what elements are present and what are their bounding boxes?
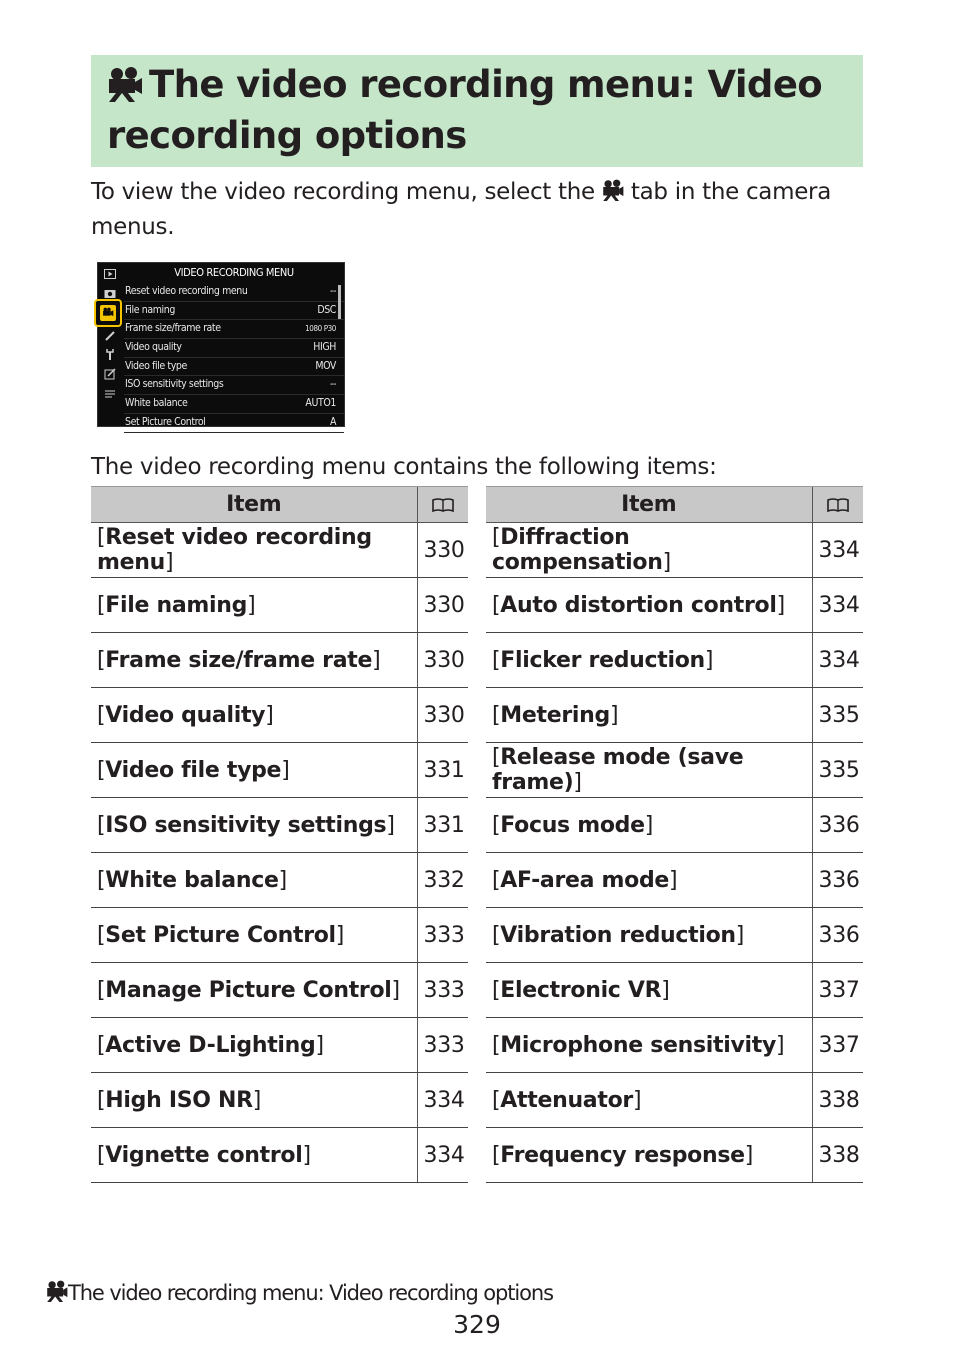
- menu-item-cell: [Release mode (save frame)]: [486, 743, 812, 798]
- page-reference: 334: [812, 578, 863, 633]
- table-row: [91, 908, 468, 963]
- menu-item-name: Set Picture Control: [105, 922, 336, 948]
- intro-text-start: To view the video recording menu, select the: [91, 179, 595, 205]
- screenshot-menu-row: Video quality HIGH: [124, 339, 344, 358]
- screenshot-menu-row: Frame size/frame rate 1080 P30: [124, 320, 344, 339]
- menu-item-name: Focus mode: [500, 812, 645, 838]
- menu-item-name: Video quality: [105, 702, 266, 728]
- page-reference: 335: [812, 688, 863, 743]
- menu-item-cell: [Frequency response]: [486, 1128, 812, 1183]
- page-number: 329: [453, 1310, 501, 1339]
- menu-item-cell: [Metering]: [486, 688, 812, 743]
- screenshot-menu-row: ISO sensitivity settings --: [124, 376, 344, 395]
- table-row: [486, 578, 863, 633]
- screenshot-menu-row: Reset video recording menu --: [124, 283, 344, 302]
- table-row: [486, 1128, 863, 1183]
- menu-item-name: Release mode (save frame): [492, 745, 744, 795]
- page-reference: 335: [812, 743, 863, 798]
- camera-menu-screenshot: [97, 262, 345, 427]
- menu-item-name: Reset video recording menu: [97, 525, 372, 575]
- table-row: [486, 1073, 863, 1128]
- page-reference: 337: [812, 963, 863, 1018]
- table-row: [486, 688, 863, 743]
- menu-item-cell: [Manage Picture Control]: [91, 963, 417, 1018]
- items-table-left: [91, 486, 468, 1183]
- table-row: [91, 853, 468, 908]
- table-row: [91, 1128, 468, 1183]
- menu-item-cell: [Attenuator]: [486, 1073, 812, 1128]
- page-reference: 334: [812, 633, 863, 688]
- video-camera-icon: [100, 305, 116, 321]
- page-reference: 333: [417, 908, 468, 963]
- video-tab-selected: [94, 299, 122, 327]
- menu-item-name: Vibration reduction: [500, 922, 736, 948]
- screenshot-menu-row: White balance AUTO1: [124, 395, 344, 414]
- video-camera-icon: [107, 66, 143, 102]
- page-reference: 331: [417, 743, 468, 798]
- table-row: [486, 798, 863, 853]
- column-header-item: Item: [486, 487, 812, 523]
- wrench-tab-icon: [103, 347, 117, 361]
- menu-item-name: Manage Picture Control: [105, 977, 392, 1003]
- page-reference: 333: [417, 1018, 468, 1073]
- table-row: [486, 963, 863, 1018]
- menu-item-cell: [White balance]: [91, 853, 417, 908]
- table-row: [91, 633, 468, 688]
- menu-item-cell: [Flicker reduction]: [486, 633, 812, 688]
- menu-item-cell: [Video file type]: [91, 743, 417, 798]
- menu-item-cell: [High ISO NR]: [91, 1073, 417, 1128]
- column-header-page: [812, 487, 863, 523]
- retouch-tab-icon: [103, 367, 117, 381]
- menu-item-name: Frame size/frame rate: [105, 647, 373, 673]
- menu-item-name: Flicker reduction: [500, 647, 705, 673]
- page-reference: 330: [417, 523, 468, 578]
- section-title-box: [91, 55, 863, 167]
- page-reference: 334: [812, 523, 863, 578]
- screenshot-scrollbar: [338, 285, 341, 319]
- table-row: [91, 523, 468, 578]
- menu-item-cell: [AF-area mode]: [486, 853, 812, 908]
- page-reference: 332: [417, 853, 468, 908]
- running-footer: [46, 1279, 553, 1307]
- playback-tab-icon: [103, 267, 117, 281]
- book-icon: [432, 497, 454, 513]
- items-table-right: [486, 486, 863, 1183]
- my-menu-tab-icon: [103, 387, 117, 401]
- menu-item-name: AF-area mode: [500, 867, 670, 893]
- screenshot-menu-header: VIDEO RECORDING MENU: [174, 266, 294, 279]
- menu-item-name: ISO sensitivity settings: [105, 812, 387, 838]
- screenshot-menu-row: File naming DSC: [124, 302, 344, 321]
- screenshot-menu-list: [124, 283, 344, 433]
- table-row: [486, 523, 863, 578]
- intro-paragraph: [91, 175, 851, 245]
- menu-item-name: High ISO NR: [105, 1087, 253, 1113]
- video-camera-icon: [602, 179, 624, 201]
- table-row: [91, 798, 468, 853]
- menu-item-cell: [Diffraction compensation]: [486, 523, 812, 578]
- menu-item-name: Vignette control: [105, 1142, 303, 1168]
- page-reference: 330: [417, 688, 468, 743]
- menu-item-name: Frequency response: [500, 1142, 745, 1168]
- menu-item-name: Microphone sensitivity: [500, 1032, 777, 1058]
- menu-item-cell: [Reset video recording menu]: [91, 523, 417, 578]
- menu-item-cell: [Vibration reduction]: [486, 908, 812, 963]
- menu-item-cell: [Vignette control]: [91, 1128, 417, 1183]
- table-row: [91, 1018, 468, 1073]
- photo-tab-icon: [103, 286, 117, 300]
- menu-item-name: Electronic VR: [500, 977, 662, 1003]
- table-row: [486, 853, 863, 908]
- column-header-item: Item: [91, 487, 417, 523]
- menu-tab-rail: [98, 263, 122, 426]
- page-reference: 331: [417, 798, 468, 853]
- table-row: [91, 963, 468, 1018]
- page-reference: 334: [417, 1128, 468, 1183]
- menu-item-cell: [Set Picture Control]: [91, 908, 417, 963]
- column-header-page: [417, 487, 468, 523]
- page-reference: 330: [417, 633, 468, 688]
- menu-item-cell: [Microphone sensitivity]: [486, 1018, 812, 1073]
- page-reference: 336: [812, 908, 863, 963]
- menu-item-name: Metering: [500, 702, 610, 728]
- menu-item-name: Active D-Lighting: [105, 1032, 316, 1058]
- table-row: [91, 1073, 468, 1128]
- page-reference: 338: [812, 1128, 863, 1183]
- table-row: [486, 633, 863, 688]
- menu-item-cell: [Active D-Lighting]: [91, 1018, 417, 1073]
- page-reference: 337: [812, 1018, 863, 1073]
- table-row: [486, 1018, 863, 1073]
- page-reference: 336: [812, 798, 863, 853]
- menu-item-cell: [Video quality]: [91, 688, 417, 743]
- book-icon: [827, 497, 849, 513]
- table-row: [91, 578, 468, 633]
- menu-item-cell: [File naming]: [91, 578, 417, 633]
- video-camera-icon: [46, 1280, 68, 1302]
- table-row: [91, 688, 468, 743]
- screenshot-menu-row: Set Picture Control A: [124, 414, 344, 433]
- page-reference: 334: [417, 1073, 468, 1128]
- menu-item-name: Diffraction compensation: [492, 525, 663, 575]
- menu-item-cell: [Auto distortion control]: [486, 578, 812, 633]
- page-reference: 336: [812, 853, 863, 908]
- page-reference: 333: [417, 963, 468, 1018]
- page-reference: 330: [417, 578, 468, 633]
- menu-item-cell: [ISO sensitivity settings]: [91, 798, 417, 853]
- page-title: The video recording menu: Video recording options: [107, 63, 823, 157]
- table-row: [486, 743, 863, 798]
- menu-item-cell: [Frame size/frame rate]: [91, 633, 417, 688]
- table-lead-text: The video recording menu contains the following items:: [91, 454, 717, 480]
- menu-item-cell: [Focus mode]: [486, 798, 812, 853]
- menu-item-name: Auto distortion control: [500, 592, 777, 618]
- intro-text-end: tab in the camera menus.: [91, 179, 832, 240]
- menu-item-cell: [Electronic VR]: [486, 963, 812, 1018]
- menu-item-name: Attenuator: [500, 1087, 633, 1113]
- screenshot-menu-row: Video file type MOV: [124, 358, 344, 377]
- menu-item-name: File naming: [105, 592, 248, 618]
- table-row: [486, 908, 863, 963]
- page-reference: 338: [812, 1073, 863, 1128]
- table-row: [91, 743, 468, 798]
- pencil-tab-icon: [103, 329, 117, 343]
- menu-item-name: Video file type: [105, 757, 282, 783]
- menu-item-name: White balance: [105, 867, 279, 893]
- footer-text: The video recording menu: Video recording options: [68, 1281, 553, 1305]
